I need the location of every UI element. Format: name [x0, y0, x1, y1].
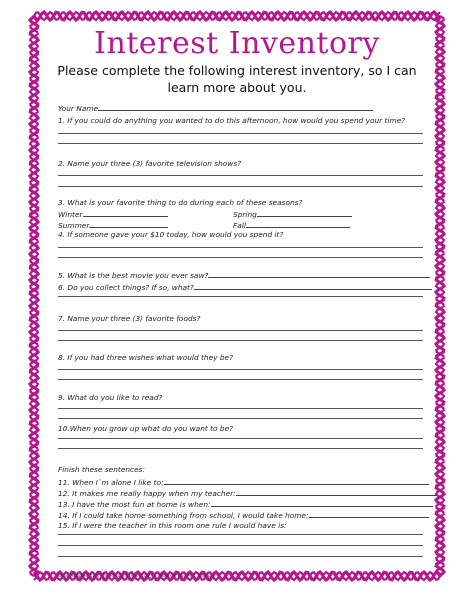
- question-6: 6. Do you collect things? If so, what?: [58, 283, 194, 292]
- sentence-14-field[interactable]: [309, 510, 429, 518]
- name-label: Your Name: [58, 104, 99, 113]
- fall-field[interactable]: [246, 220, 350, 228]
- sentence-13-field[interactable]: [211, 499, 433, 507]
- question-1: 1. If you could do anything you wanted to do this afternoon, how would you spend your time?: [58, 116, 406, 125]
- answer-line[interactable]: [58, 143, 423, 144]
- answer-line[interactable]: [58, 534, 423, 535]
- answer-line[interactable]: [58, 257, 423, 258]
- question-4: 4. If someone gave your $10 today, how would you spend it?: [58, 230, 284, 239]
- fall-row: [233, 220, 350, 230]
- sentence-14: 14. If I could take home something from school, I would take home:: [58, 511, 309, 520]
- question-7: 7. Name your three (3) favorite foods?: [58, 314, 201, 323]
- question-3: 3. What is your favorite thing to do during each of these seasons?: [58, 198, 303, 207]
- answer-line[interactable]: [58, 379, 423, 380]
- spring-field[interactable]: [257, 209, 352, 217]
- answer-line[interactable]: [58, 133, 423, 134]
- answer-line[interactable]: [58, 369, 423, 370]
- answer-line[interactable]: [58, 545, 423, 546]
- winter-row: [58, 209, 168, 219]
- question-5-row: [58, 270, 430, 280]
- answer-line[interactable]: [58, 418, 423, 419]
- spring-row: [233, 209, 352, 219]
- spring-label: Spring: [233, 210, 257, 219]
- answer-line[interactable]: [58, 296, 423, 297]
- sentence-11-row: [58, 477, 429, 487]
- question-5: 5. What is the best movie you ever saw?: [58, 271, 209, 280]
- sentence-11: 11. When I`m alone I like to:: [58, 478, 164, 487]
- question-6-row: [58, 282, 432, 292]
- question-2: 2. Name your three (3) favorite television shows?: [58, 159, 242, 168]
- page-subtitle: Please complete the following interest inventory, so I can learn more about you.: [57, 63, 417, 95]
- question-10: 10.When you grow up what do you want to be?: [58, 424, 234, 433]
- answer-line[interactable]: [58, 186, 423, 187]
- sentence-12: 12. It makes me really happy when my teacher:: [58, 489, 236, 498]
- name-row: [58, 103, 373, 113]
- sentence-12-field[interactable]: [236, 488, 437, 496]
- source-note: Note: Adapted from The Resource Room by J. F Hawkner and M. L. Calhoun: [58, 573, 216, 578]
- answer-line[interactable]: [58, 408, 423, 409]
- answer-line[interactable]: [58, 340, 423, 341]
- question-5-field[interactable]: [208, 270, 430, 278]
- answer-line[interactable]: [58, 448, 423, 449]
- answer-line[interactable]: [58, 556, 423, 557]
- fall-label: Fall: [233, 221, 246, 230]
- answer-line[interactable]: [58, 175, 423, 176]
- summer-label: Summer: [58, 221, 90, 230]
- sentence-11-field[interactable]: [164, 477, 429, 485]
- answer-line[interactable]: [58, 247, 423, 248]
- sentence-15: 15. If I were the teacher in this room one rule I would have is:: [58, 521, 287, 530]
- sentence-13-row: [58, 499, 433, 509]
- summer-row: [58, 220, 168, 230]
- sentence-14-row: [58, 510, 429, 520]
- question-9: 9. What do you like to read?: [58, 393, 163, 402]
- winter-label: Winter: [58, 210, 83, 219]
- answer-line[interactable]: [58, 330, 423, 331]
- sentence-13: 13. I have the most fun at home is when:: [58, 500, 211, 509]
- question-8: 8. If you had three wishes what would they be?: [58, 353, 234, 362]
- answer-line[interactable]: [58, 438, 423, 439]
- sentences-heading: Finish these sentences:: [58, 465, 145, 474]
- winter-field[interactable]: [83, 209, 168, 217]
- name-field[interactable]: [98, 103, 373, 111]
- page-title: Interest Inventory: [94, 26, 380, 61]
- sentence-12-row: [58, 488, 437, 498]
- summer-field[interactable]: [89, 220, 168, 228]
- question-6-field[interactable]: [194, 282, 432, 290]
